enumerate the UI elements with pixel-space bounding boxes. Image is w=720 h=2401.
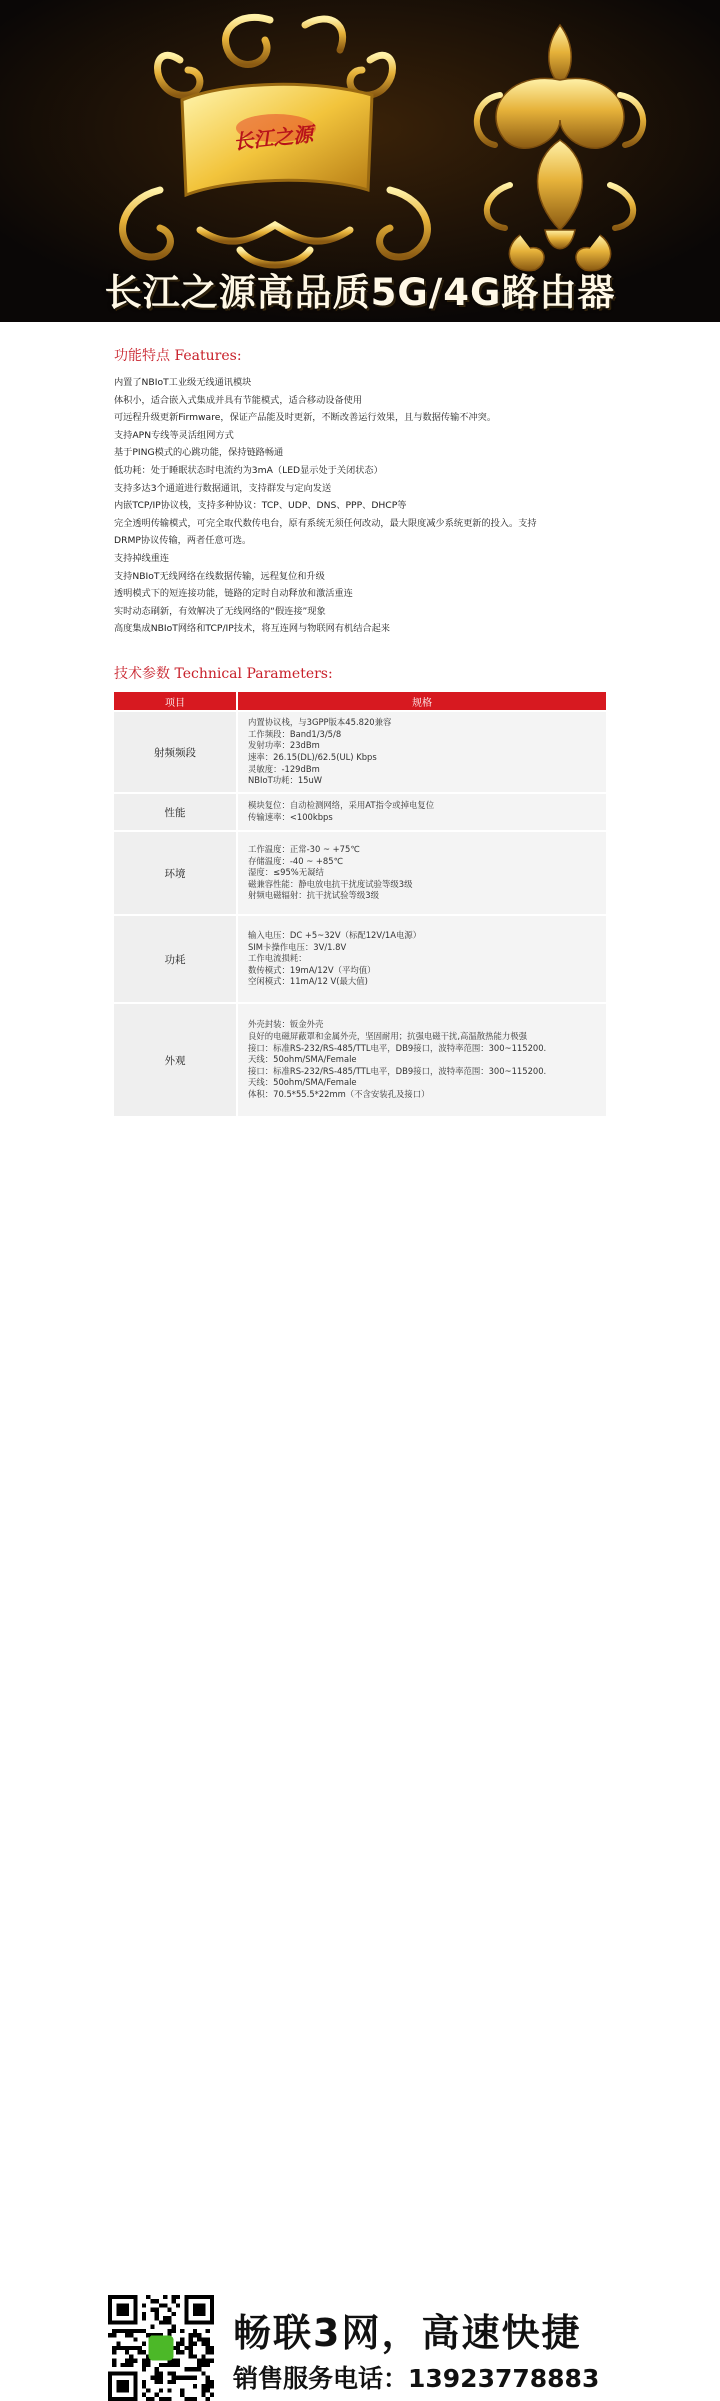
feature-item: 完全透明传输模式，可完全取代数传电台，原有系统无须任何改动，最大限度减少系统更新的投入。支持DRMP协议传输，两者任意可选。 (114, 517, 537, 547)
slogan: 畅联3网，高速快捷 (233, 2311, 582, 2355)
spec-line: 存储温度：-40 ~ +85℃ (248, 855, 343, 866)
spec-line: 射频电磁辐射：抗干扰试验等级3级 (248, 890, 379, 901)
feature-item: 支持掉线重连 (114, 552, 170, 564)
features-heading: 功能特点 Features: (114, 348, 242, 364)
table-row (114, 914, 606, 1002)
spec-line: 接口：标准RS-232/RS-485/TTL电平，DB9接口，波特率范围：300~115200. (248, 1042, 547, 1053)
plaque-logo-text: 长江之源 (232, 121, 315, 155)
param-spec (238, 1002, 606, 1116)
banner-title: 长江之源高品质5G/4G路由器 (104, 271, 616, 314)
feature-item: 实时动态刷新，有效解决了无线网络的“假连接”现象 (114, 605, 326, 617)
feature-item: 内嵌TCP/IP协议栈，支持多种协议：TCP、UDP、DNS、PPP、DHCP等 (114, 500, 407, 512)
feature-item: 透明模式下的短连接功能，链路的定时自动释放和激活重连 (114, 588, 353, 600)
feature-item: 高度集成NBIoT网络和TCP/IP技术，将互连网与物联网有机结合起来 (114, 623, 390, 635)
feature-item: 体积小，适合嵌入式集成并具有节能模式，适合移动设备使用 (114, 394, 363, 406)
feature-item: 低功耗：处于睡眠状态时电流约为3mA（LED显示处于关闭状态） (114, 464, 383, 476)
spec-line: NBIoT功耗：15uW (248, 775, 323, 786)
footer (0, 1140, 720, 2393)
param-item: 功耗 (114, 914, 238, 1002)
spec-line: 输入电压：DC +5~32V（标配12V/1A电源） (248, 930, 422, 941)
param-item: 外观 (114, 1002, 238, 1116)
feature-item: 内置了NBIoT工业级无线通讯模块 (114, 377, 252, 388)
feature-item: 支持多达3个通道进行数据通讯，支持群发与定向发送 (114, 482, 332, 494)
header-spec: 规格 (238, 692, 606, 710)
spec-line: 磁兼容性能：静电放电抗干扰度试验等级3级 (248, 878, 413, 889)
param-spec (238, 710, 606, 792)
feature-item: 可远程升级更新Firmware，保证产品能及时更新，不断改善运行效果，且与数据传输不冲突。 (114, 412, 497, 424)
table-row (114, 710, 606, 792)
qr-code (108, 2295, 214, 2401)
param-spec (238, 914, 606, 1002)
spec-line: 湿度：≤95%无凝结 (248, 867, 324, 878)
spec-line: SIM卡操作电压：3V/1.8V (248, 941, 347, 952)
spec-line: 内置协议栈，与3GPP版本45.820兼容 (248, 717, 392, 728)
param-spec (238, 830, 606, 914)
table-row (114, 1002, 606, 1116)
spec-line: 工作频段：Band1/3/5/8 (248, 728, 342, 739)
sales-phone: 销售服务电话：13923778883 (233, 2364, 600, 2393)
spec-line: 灵敏度：-129dBm (248, 763, 320, 774)
spec-line: 工作温度：正常-30 ~ +75℃ (248, 844, 360, 855)
spec-line: 良好的电磁屏蔽罩和金属外壳，坚固耐用；抗强电磁干扰,高温散热能力极强 (248, 1031, 528, 1042)
feature-item: 支持APN专线等灵活组网方式 (114, 429, 234, 441)
hero-banner (0, 0, 720, 322)
spec-line: 模块复位：自动检测网络，采用AT指令或掉电复位 (248, 800, 435, 811)
param-item: 射频频段 (114, 710, 238, 792)
params-table-header (114, 692, 606, 710)
spec-line: 天线：50ohm/SMA/Female (248, 1077, 357, 1088)
spec-line: 外壳封装：钣金外壳 (248, 1019, 324, 1030)
feature-item: 基于PING模式的心跳功能，保持链路畅通 (114, 447, 284, 459)
param-item: 性能 (114, 792, 238, 830)
spec-line: 数传模式：19mA/12V（平均值） (248, 964, 376, 975)
spec-line: 空闲模式：11mA/12 V(最大值) (248, 976, 368, 987)
spec-line: 速率：26.15(DL)/62.5(UL) Kbps (248, 752, 377, 762)
spec-line: 工作电流损耗： (248, 953, 307, 964)
params-table (114, 692, 606, 1116)
spec-line: 传输速率：<100kbps (248, 812, 333, 822)
features-list (114, 374, 554, 638)
header-item: 项目 (114, 692, 238, 710)
param-spec (238, 792, 606, 830)
feature-item: 支持NBIoT无线网络在线数据传输，远程复位和升级 (114, 570, 325, 582)
table-row (114, 792, 606, 830)
spec-line: 体积：70.5*55.5*22mm（不含安装孔及接口） (248, 1088, 430, 1099)
table-row (114, 830, 606, 914)
spec-line: 天线：50ohm/SMA/Female (248, 1054, 357, 1065)
spec-line: 发射功率：23dBm (248, 740, 320, 751)
spec-line: 接口：标准RS-232/RS-485/TTL电平，DB9接口，波特率范围：300~115200. (248, 1065, 547, 1076)
params-heading: 技术参数 Technical Parameters: (114, 666, 333, 682)
param-item: 环境 (114, 830, 238, 914)
